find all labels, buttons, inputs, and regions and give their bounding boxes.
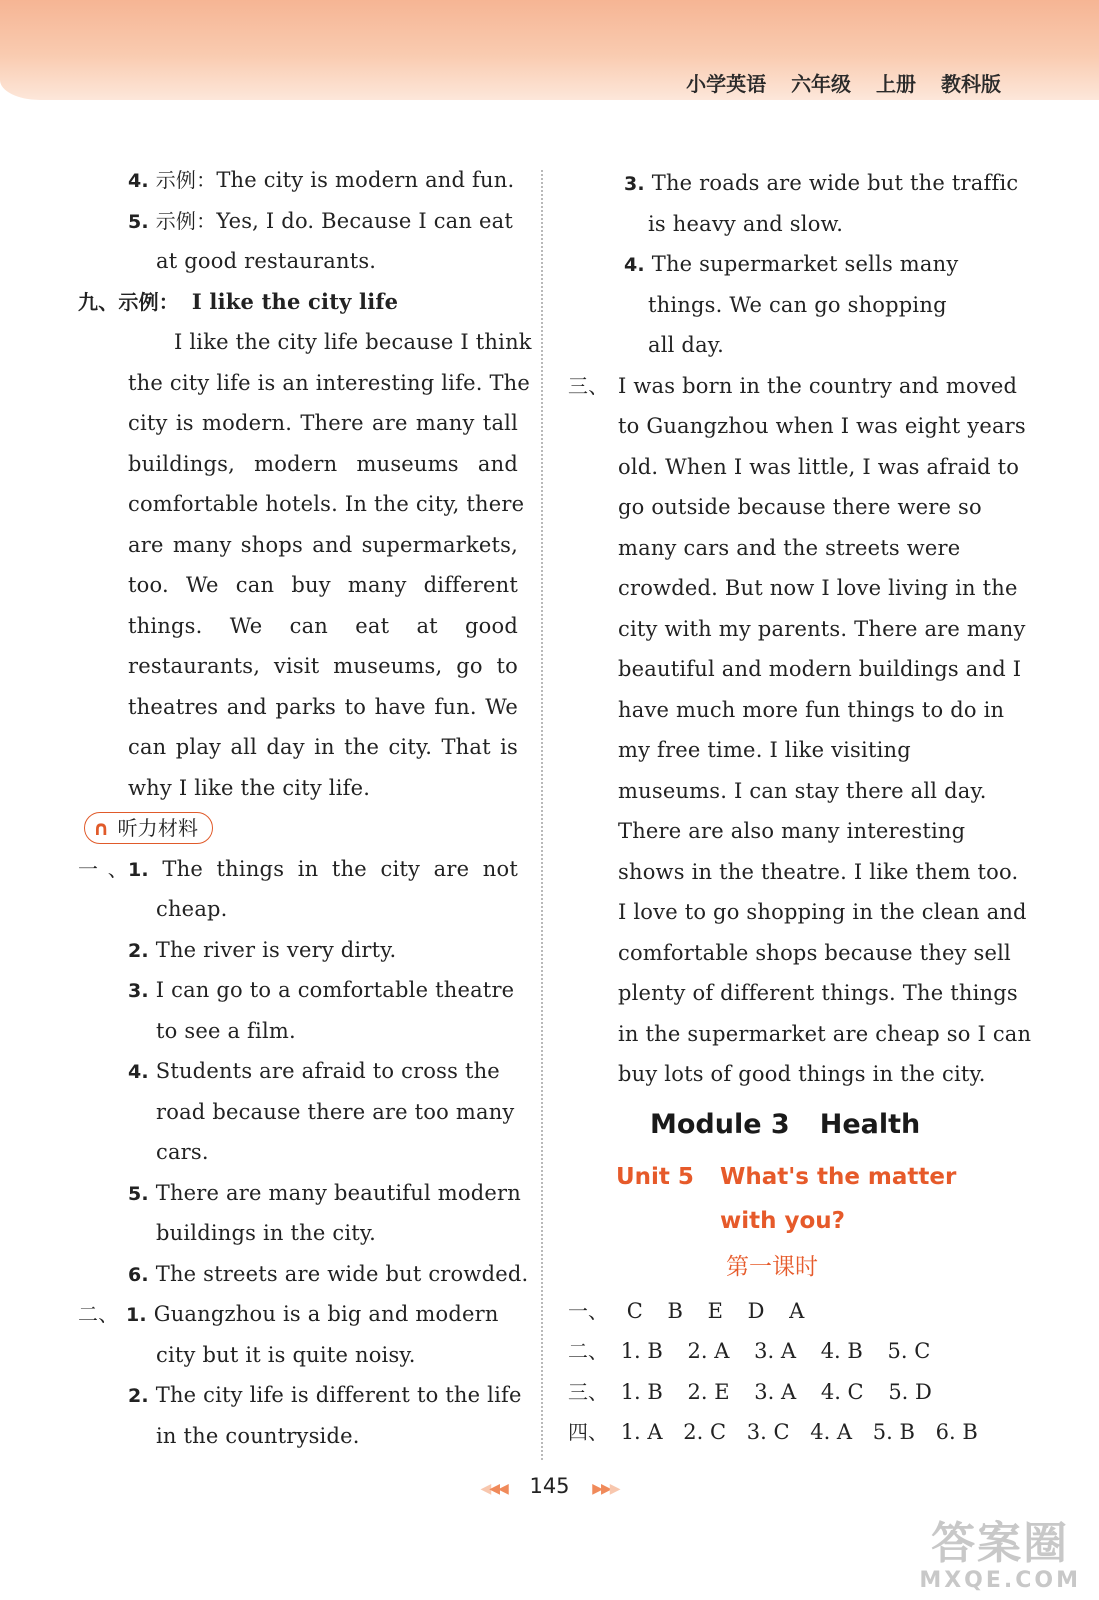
prev-arrow-icon: ◀ bbox=[480, 1481, 490, 1497]
essay-line: comfortable hotels. In the city, there bbox=[128, 492, 525, 516]
listening-line: cheap. bbox=[156, 897, 228, 921]
volume: 上册 bbox=[876, 72, 917, 96]
listening-line: buildings in the city. bbox=[156, 1221, 377, 1245]
listening-3-line: in the supermarket are cheap so I can bbox=[618, 1021, 1032, 1046]
unit-title: Unit 5 What's the matter bbox=[616, 1163, 957, 1190]
essay-line: restaurants, visit museums, go to bbox=[128, 654, 518, 678]
listening-3-line: There are also many interesting bbox=[618, 819, 966, 843]
essay-line: why I like the city life. bbox=[128, 775, 371, 800]
listening-1-item-1: 一、1. The things in the city are not bbox=[78, 856, 518, 881]
prev-arrow-icon: ◀◀ bbox=[489, 1481, 507, 1497]
listening-1-item-4: 4. Students are afraid to cross the bbox=[128, 1059, 500, 1083]
edition: 教科版 bbox=[941, 72, 1001, 96]
listening-1-item-3: 3. I can go to a comfortable theatre bbox=[128, 978, 515, 1002]
listening-3-line: I love to go shopping in the clean and bbox=[618, 900, 1027, 924]
page-number: 145 bbox=[529, 1474, 570, 1498]
section-9-heading: 九、示例： I like the city life bbox=[78, 288, 399, 314]
listening-line: cars. bbox=[156, 1140, 209, 1164]
listening-2-item-1: 二、 1. Guangzhou is a big and modern bbox=[78, 1302, 499, 1326]
essay-line: theatres and parks to have fun. We bbox=[128, 694, 518, 719]
answer-row-4: 四、 1. A 2. C 3. C 4. A 5. B 6. B bbox=[568, 1420, 978, 1444]
listening-1-item-6: 6. The streets are wide but crowded. bbox=[128, 1261, 529, 1286]
essay-line: things. We can eat at good bbox=[128, 613, 518, 638]
listening-line: city but it is quite noisy. bbox=[156, 1342, 416, 1367]
essay-line: I like the city life because I think bbox=[174, 330, 532, 354]
listening-line: to see a film. bbox=[156, 1018, 296, 1043]
unit-title-cont: with you? bbox=[720, 1207, 846, 1234]
column-divider bbox=[541, 170, 543, 1460]
listening-2-item-2: 2. The city life is different to the life bbox=[128, 1383, 522, 1407]
listening-2-item-4: 4. The supermarket sells many bbox=[624, 252, 959, 276]
listening-2-item-3: 3. The roads are wide but the traffic bbox=[624, 171, 1019, 195]
answer-item-5-cont: at good restaurants. bbox=[156, 249, 377, 273]
answer-item-4: 4. 示例：The city is modern and fun. bbox=[128, 168, 515, 192]
listening-line: is heavy and slow. bbox=[648, 211, 844, 236]
listening-3-line: shows in the theatre. I like them too. bbox=[618, 859, 1019, 884]
answer-row-2: 二、 1. B 2. A 3. A 4. B 5. C bbox=[568, 1339, 931, 1363]
lesson-title: 第一课时 bbox=[726, 1253, 818, 1280]
listening-line: all day. bbox=[648, 333, 724, 357]
listening-3-line: my free time. I like visiting bbox=[618, 738, 911, 762]
essay-line: are many shops and supermarkets, bbox=[128, 532, 518, 557]
listening-3-line: buy lots of good things in the city. bbox=[618, 1062, 986, 1086]
subject: 小学英语 bbox=[686, 72, 767, 96]
listening-3-line: comfortable shops because they sell bbox=[618, 940, 1011, 965]
essay-line: can play all day in the city. That is bbox=[128, 735, 518, 759]
listening-3-line: museums. I can stay there all day. bbox=[618, 778, 987, 803]
essay-line: city is modern. There are many tall bbox=[128, 411, 518, 435]
listening-section-label: ∩ 听力材料 bbox=[78, 808, 518, 849]
answer-row-1: 一、 C B E D A bbox=[568, 1298, 805, 1323]
listening-line: road because there are too many bbox=[156, 1099, 515, 1124]
essay-line: too. We can buy many different bbox=[128, 573, 518, 597]
listening-3-line: go outside because there were so bbox=[618, 495, 982, 519]
listening-line: in the countryside. bbox=[156, 1423, 360, 1448]
listening-1-item-2: 2. The river is very dirty. bbox=[128, 937, 397, 962]
listening-line: things. We can go shopping bbox=[648, 292, 947, 317]
page-footer bbox=[0, 1474, 1099, 1498]
grade: 六年级 bbox=[791, 72, 852, 96]
book-info bbox=[668, 68, 1001, 97]
answer-row-3: 三、 1. B 2. E 3. A 4. C 5. D bbox=[568, 1379, 932, 1404]
listening-3-line: to Guangzhou when I was eight years bbox=[618, 414, 1026, 438]
module-title: Module 3 Health bbox=[650, 1108, 921, 1140]
listening-3-line: plenty of different things. The things bbox=[618, 981, 1018, 1005]
left-column bbox=[78, 160, 532, 1456]
listening-3-line: crowded. But now I love living in the bbox=[618, 576, 1018, 600]
essay-line: the city life is an interesting life. The bbox=[128, 370, 531, 395]
listening-1-item-5: 5. There are many beautiful modern bbox=[128, 1180, 521, 1205]
essay-line: buildings, modern museums and bbox=[128, 451, 518, 476]
next-arrow-icon: ▶▶ bbox=[592, 1481, 610, 1497]
listening-3-line: old. When I was little, I was afraid to bbox=[618, 454, 1020, 479]
listening-3-line: many cars and the streets were bbox=[618, 535, 961, 560]
listening-3-line: 三、 I was born in the country and moved bbox=[568, 373, 1018, 398]
right-column bbox=[568, 163, 1032, 1453]
listening-3-line: city with my parents. There are many bbox=[618, 616, 1026, 641]
next-arrow-icon: ▶ bbox=[609, 1481, 619, 1497]
listening-3-line: beautiful and modern buildings and I bbox=[618, 657, 1022, 681]
listening-3-line: have much more fun things to do in bbox=[618, 697, 1005, 722]
answer-item-5: 5. 示例：Yes, I do. Because I can eat bbox=[128, 208, 513, 233]
headphones-icon: ∩ bbox=[93, 816, 110, 840]
watermark-logo: 答案圈 MXQE.COM bbox=[919, 1518, 1081, 1593]
